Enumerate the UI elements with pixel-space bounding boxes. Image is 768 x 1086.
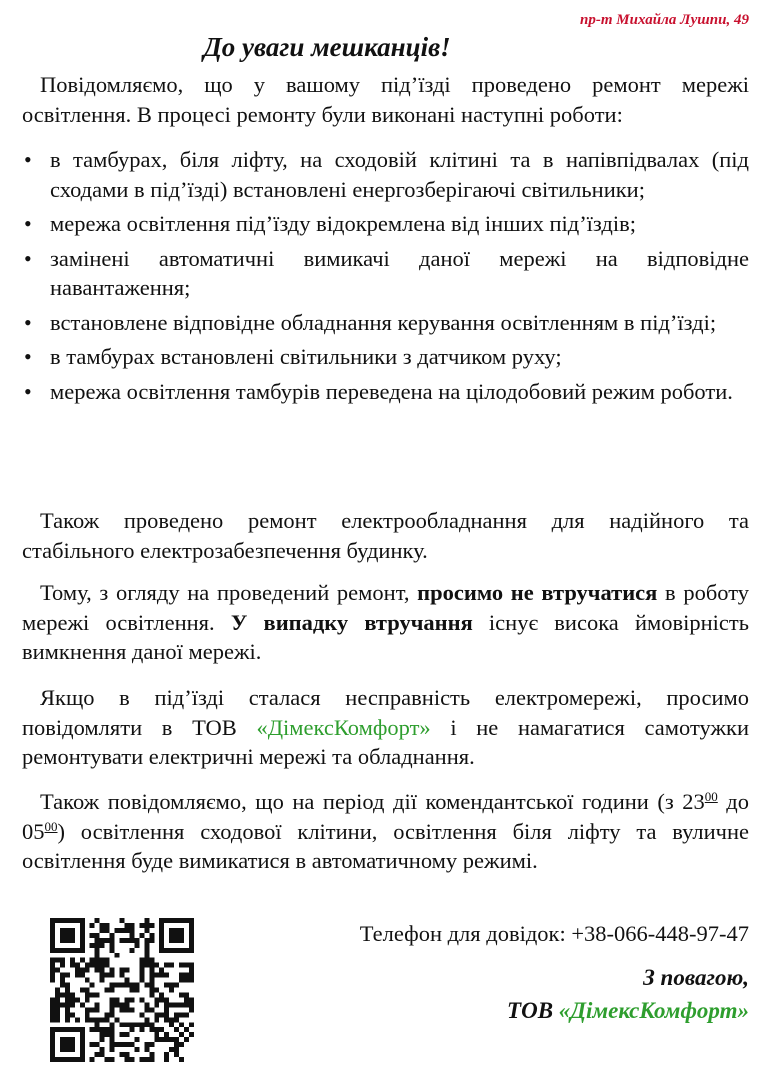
warning-bold-1: просимо не втручатися	[417, 580, 658, 605]
list-item: • замінені автоматичні вимикачі даної мережі на відповідне навантаження;	[22, 244, 749, 303]
warning-bold-2: У випадку втручання	[230, 609, 473, 635]
list-item: • мережа освітлення тамбурів переведена на цілодобовий режим роботи.	[22, 377, 749, 407]
contact-paragraph: Якщо в під’їзді сталася несправність електромережі, просимо повідомляти в ТОВ «ДімексКомфорт» і не намагатися самотужки ремонтувати електричні мережі та обладнання.	[22, 685, 749, 769]
qr-code	[50, 918, 194, 1062]
intro-paragraph: Повідомляємо, що у вашому під’їзді проведено ремонт мережі освітлення. В процесі ремонту були виконані наступні роботи:	[22, 72, 749, 127]
signature-line: ТОВ «ДімексКомфорт»	[507, 998, 749, 1023]
phone-line: Телефон для довідок: +38-066-448-97-47	[359, 921, 749, 946]
company-name: «ДімексКомфорт»	[256, 714, 431, 740]
page-title: До уваги мешканців!	[203, 32, 451, 62]
address-label: пр-т Михайла Лушпи, 49	[580, 12, 749, 28]
works-list	[22, 145, 749, 411]
list-item: • мережа освітлення під’їзду відокремлена від інших під’їздів;	[22, 209, 749, 239]
warning-paragraph: Тому, з огляду на проведений ремонт, просимо не втручатися в роботу мережі освітлення. У випадку втручання існує висока ймовірність вимкнення даної мережі.	[22, 580, 750, 664]
repair-paragraph: Також проведено ремонт електрообладнання для надійного та стабільного електрозабезпечення будинку.	[22, 508, 749, 563]
list-item: • в тамбурах встановлені світильники з датчиком руху;	[22, 342, 749, 372]
list-item: • встановлене відповідне обладнання керування освітленням в під’їзді;	[22, 308, 749, 338]
signature-company: «ДімексКомфорт»	[558, 998, 749, 1023]
curfew-paragraph: Також повідомляємо, що на період дії комендантської години (з $23^{00}$ до $05^{00}$) освітлення сходової клітини, освітлення біля ліфту та вуличне освітлення буде вимикатися в автоматичному режимі.	[22, 789, 749, 873]
list-item: • в тамбурах, біля ліфту, на сходовій клітині та в напівпідвалах (під сходами в під’їзді) встановлені енергозберігаючі світильники;	[22, 145, 749, 204]
regards-line: З повагою,	[643, 965, 749, 990]
